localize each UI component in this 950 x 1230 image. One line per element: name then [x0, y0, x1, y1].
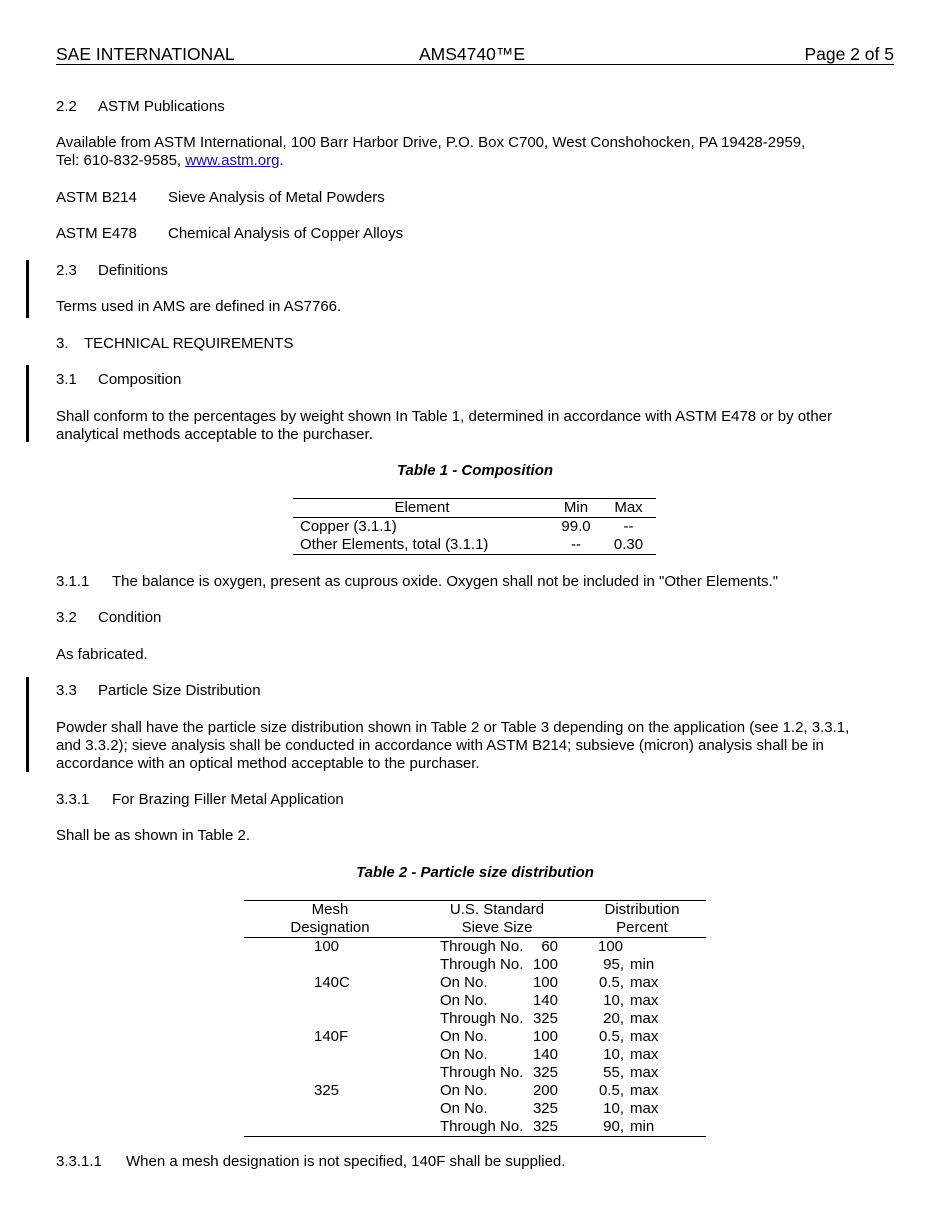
sieve-cell	[416, 1064, 578, 1082]
header-line: U.S. Standard	[449, 901, 545, 918]
section-number: 3.3.1	[56, 791, 90, 808]
paragraph-line: As fabricated.	[56, 646, 148, 663]
paragraph-line: Shall conform to the percentages by weight shown In Table 1, determined in accordance with ASTM E478 or by other	[56, 408, 832, 425]
table-cell: Copper (3.1.1)	[300, 518, 397, 535]
column-header	[244, 901, 416, 938]
distribution-cell	[578, 1010, 706, 1028]
reference-code: ASTM B214	[56, 189, 137, 206]
paragraph-line: Shall be as shown in Table 2.	[56, 827, 251, 844]
distribution-value: 100	[598, 938, 624, 955]
header-page-number: Page 2 of 5	[804, 44, 894, 64]
table-row	[244, 974, 706, 992]
sieve-label: Through No.	[440, 1064, 524, 1081]
table-row	[244, 1046, 706, 1064]
distribution-value: 0.5,	[598, 974, 624, 991]
sieve-size: 325	[532, 1064, 558, 1081]
distribution-unit: max	[630, 992, 659, 1009]
distribution-unit: max	[630, 1010, 659, 1027]
sieve-cell	[416, 938, 578, 957]
distribution-value: 55,	[603, 1064, 624, 1081]
distribution-unit: max	[630, 1028, 659, 1045]
table-row	[244, 1082, 706, 1100]
distribution-unit: max	[630, 1082, 659, 1099]
distribution-cell	[578, 1100, 706, 1118]
section-number: 3.2	[56, 609, 77, 626]
reference-title: Chemical Analysis of Copper Alloys	[168, 225, 404, 242]
reference-item	[56, 225, 894, 243]
section-number: 3.3.1.1	[56, 1153, 102, 1170]
section-title: TECHNICAL REQUIREMENTS	[84, 335, 294, 352]
sieve-size: 60	[541, 938, 558, 955]
distribution-unit: max	[630, 1100, 659, 1117]
mesh-cell	[244, 992, 416, 1010]
sieve-label: On No.	[440, 974, 488, 991]
reference-title: Sieve Analysis of Metal Powders	[168, 189, 385, 206]
section-title: Condition	[98, 609, 162, 626]
distribution-cell	[578, 956, 706, 974]
table-row	[244, 1100, 706, 1118]
reference-item	[56, 189, 894, 207]
distribution-value: 95,	[603, 956, 624, 973]
distribution-value: 20,	[603, 1010, 624, 1027]
mesh-cell	[244, 1046, 416, 1064]
table-row	[293, 518, 656, 537]
particle-size-table	[244, 900, 706, 1137]
sieve-label: Through No.	[440, 938, 524, 955]
distribution-cell	[578, 1046, 706, 1064]
sieve-cell	[416, 1028, 578, 1046]
distribution-unit: max	[630, 974, 659, 991]
header-line: Mesh	[311, 901, 349, 918]
sieve-size: 325	[532, 1100, 558, 1117]
paragraph	[56, 573, 894, 591]
mesh-cell	[244, 1010, 416, 1028]
section-number: 2.2	[56, 98, 77, 115]
table-row	[244, 1118, 706, 1137]
section-number: 3.	[56, 335, 69, 352]
header-line: Designation	[290, 919, 370, 936]
distribution-cell	[578, 992, 706, 1010]
sieve-cell	[416, 1118, 578, 1137]
sieve-cell	[416, 1100, 578, 1118]
sieve-label: On No.	[440, 992, 488, 1009]
mesh-cell	[244, 956, 416, 974]
header-org: SAE INTERNATIONAL	[56, 44, 235, 64]
distribution-cell	[578, 1028, 706, 1046]
distribution-cell	[578, 1118, 706, 1137]
table-row	[244, 1010, 706, 1028]
mesh-cell: 140C	[314, 974, 350, 991]
distribution-cell	[578, 1082, 706, 1100]
paragraph-text: The balance is oxygen, present as cuprous oxide. Oxygen shall not be included in "Other Elements."	[112, 573, 779, 590]
mesh-cell	[244, 1064, 416, 1082]
sieve-size: 200	[532, 1082, 558, 1099]
column-header: Element	[293, 499, 551, 518]
sieve-label: On No.	[440, 1082, 488, 1099]
table-caption: Table 2 - Particle size distribution	[356, 864, 594, 881]
paragraph-line	[56, 152, 894, 170]
table-cell: 99.0	[561, 518, 591, 535]
sieve-size: 140	[532, 1046, 558, 1063]
distribution-unit: max	[630, 1046, 659, 1063]
section-number: 3.1	[56, 371, 77, 388]
sieve-size: 100	[532, 1028, 558, 1045]
table-cell: --	[571, 536, 581, 553]
text: Tel: 610-832-9585,	[56, 152, 186, 169]
sieve-label: Through No.	[440, 1118, 524, 1135]
sieve-cell	[416, 1082, 578, 1100]
section-heading	[56, 98, 894, 116]
header-line: Sieve Size	[461, 919, 533, 936]
distribution-value: 0.5,	[598, 1082, 624, 1099]
distribution-value: 10,	[603, 992, 624, 1009]
section-heading	[56, 262, 894, 280]
section-title: For Brazing Filler Metal Application	[112, 791, 344, 808]
paragraph-text: When a mesh designation is not specified, 140F shall be supplied.	[126, 1153, 566, 1170]
composition-table	[293, 498, 656, 555]
distribution-unit: max	[630, 1064, 659, 1081]
paragraph-line: Terms used in AMS are defined in AS7766.	[56, 298, 342, 315]
astm-link[interactable]: www.astm.org	[185, 152, 280, 169]
column-header	[416, 901, 578, 938]
distribution-value: 10,	[603, 1046, 624, 1063]
table-row	[244, 938, 706, 957]
section-heading	[56, 609, 894, 627]
header-line: Percent	[616, 919, 668, 936]
page-header	[56, 44, 894, 65]
sieve-size: 325	[532, 1118, 558, 1135]
paragraph-line: Available from ASTM International, 100 Barr Harbor Drive, P.O. Box C700, West Conshohocken, PA 19428-2959,	[56, 134, 806, 151]
sieve-cell	[416, 1046, 578, 1064]
mesh-cell	[244, 1118, 416, 1137]
paragraph	[56, 1153, 894, 1171]
sieve-label: Through No.	[440, 956, 524, 973]
section-number: 3.1.1	[56, 573, 90, 590]
distribution-value: 0.5,	[598, 1028, 624, 1045]
table-cell: Other Elements, total (3.1.1)	[300, 536, 489, 553]
sieve-size: 325	[532, 1010, 558, 1027]
paragraph-line: Powder shall have the particle size distribution shown in Table 2 or Table 3 depending on the application (see 1.2, 3.3.1,	[56, 719, 850, 736]
section-title: Definitions	[98, 262, 169, 279]
section-title: ASTM Publications	[98, 98, 225, 115]
section-title: Particle Size Distribution	[98, 682, 261, 699]
reference-code: ASTM E478	[56, 225, 137, 242]
table-row	[244, 1028, 706, 1046]
paragraph-line: analytical methods acceptable to the purchaser.	[56, 426, 373, 443]
sieve-cell	[416, 956, 578, 974]
sieve-size: 140	[532, 992, 558, 1009]
header-doc-id: AMS4740™E	[419, 44, 526, 64]
table-row	[244, 1064, 706, 1082]
table-row	[244, 992, 706, 1010]
column-header: Max	[601, 499, 656, 518]
mesh-cell: 100	[314, 938, 340, 955]
revision-bar	[26, 260, 29, 318]
mesh-cell: 325	[314, 1082, 340, 1099]
paragraph-line: and 3.3.2); sieve analysis shall be conducted in accordance with ASTM B214; subsieve (micron) analysis shall be in	[56, 737, 824, 754]
section-heading	[56, 371, 894, 389]
distribution-cell	[578, 1064, 706, 1082]
sieve-size: 100	[532, 974, 558, 991]
sieve-size: 100	[532, 956, 558, 973]
table-cell: 0.30	[613, 536, 644, 553]
section-number: 3.3	[56, 682, 77, 699]
distribution-value: 90,	[603, 1118, 624, 1135]
section-heading	[56, 682, 894, 700]
section-number: 2.3	[56, 262, 77, 279]
column-header: Min	[551, 499, 601, 518]
sieve-cell	[416, 974, 578, 992]
mesh-cell: 140F	[314, 1028, 349, 1045]
section-title: Composition	[98, 371, 182, 388]
distribution-cell	[578, 938, 706, 957]
distribution-unit: min	[630, 1118, 655, 1135]
sieve-label: Through No.	[440, 1010, 524, 1027]
sieve-label: On No.	[440, 1046, 488, 1063]
table-row	[244, 956, 706, 974]
section-heading	[56, 791, 894, 809]
table-caption: Table 1 - Composition	[396, 462, 554, 479]
header-line: Distribution	[604, 901, 680, 918]
table-cell: --	[623, 518, 634, 535]
distribution-cell	[578, 974, 706, 992]
sieve-cell	[416, 992, 578, 1010]
revision-bar	[26, 677, 29, 772]
sieve-label: On No.	[440, 1028, 488, 1045]
mesh-cell	[244, 1100, 416, 1118]
paragraph-line: accordance with an optical method acceptable to the purchaser.	[56, 755, 480, 772]
sieve-label: On No.	[440, 1100, 488, 1117]
sieve-cell	[416, 1010, 578, 1028]
distribution-unit: min	[630, 956, 655, 973]
revision-bar	[26, 365, 29, 442]
section-heading	[56, 335, 894, 353]
column-header	[578, 901, 706, 938]
table-row	[293, 536, 656, 555]
text: .	[279, 152, 284, 169]
distribution-value: 10,	[603, 1100, 624, 1117]
